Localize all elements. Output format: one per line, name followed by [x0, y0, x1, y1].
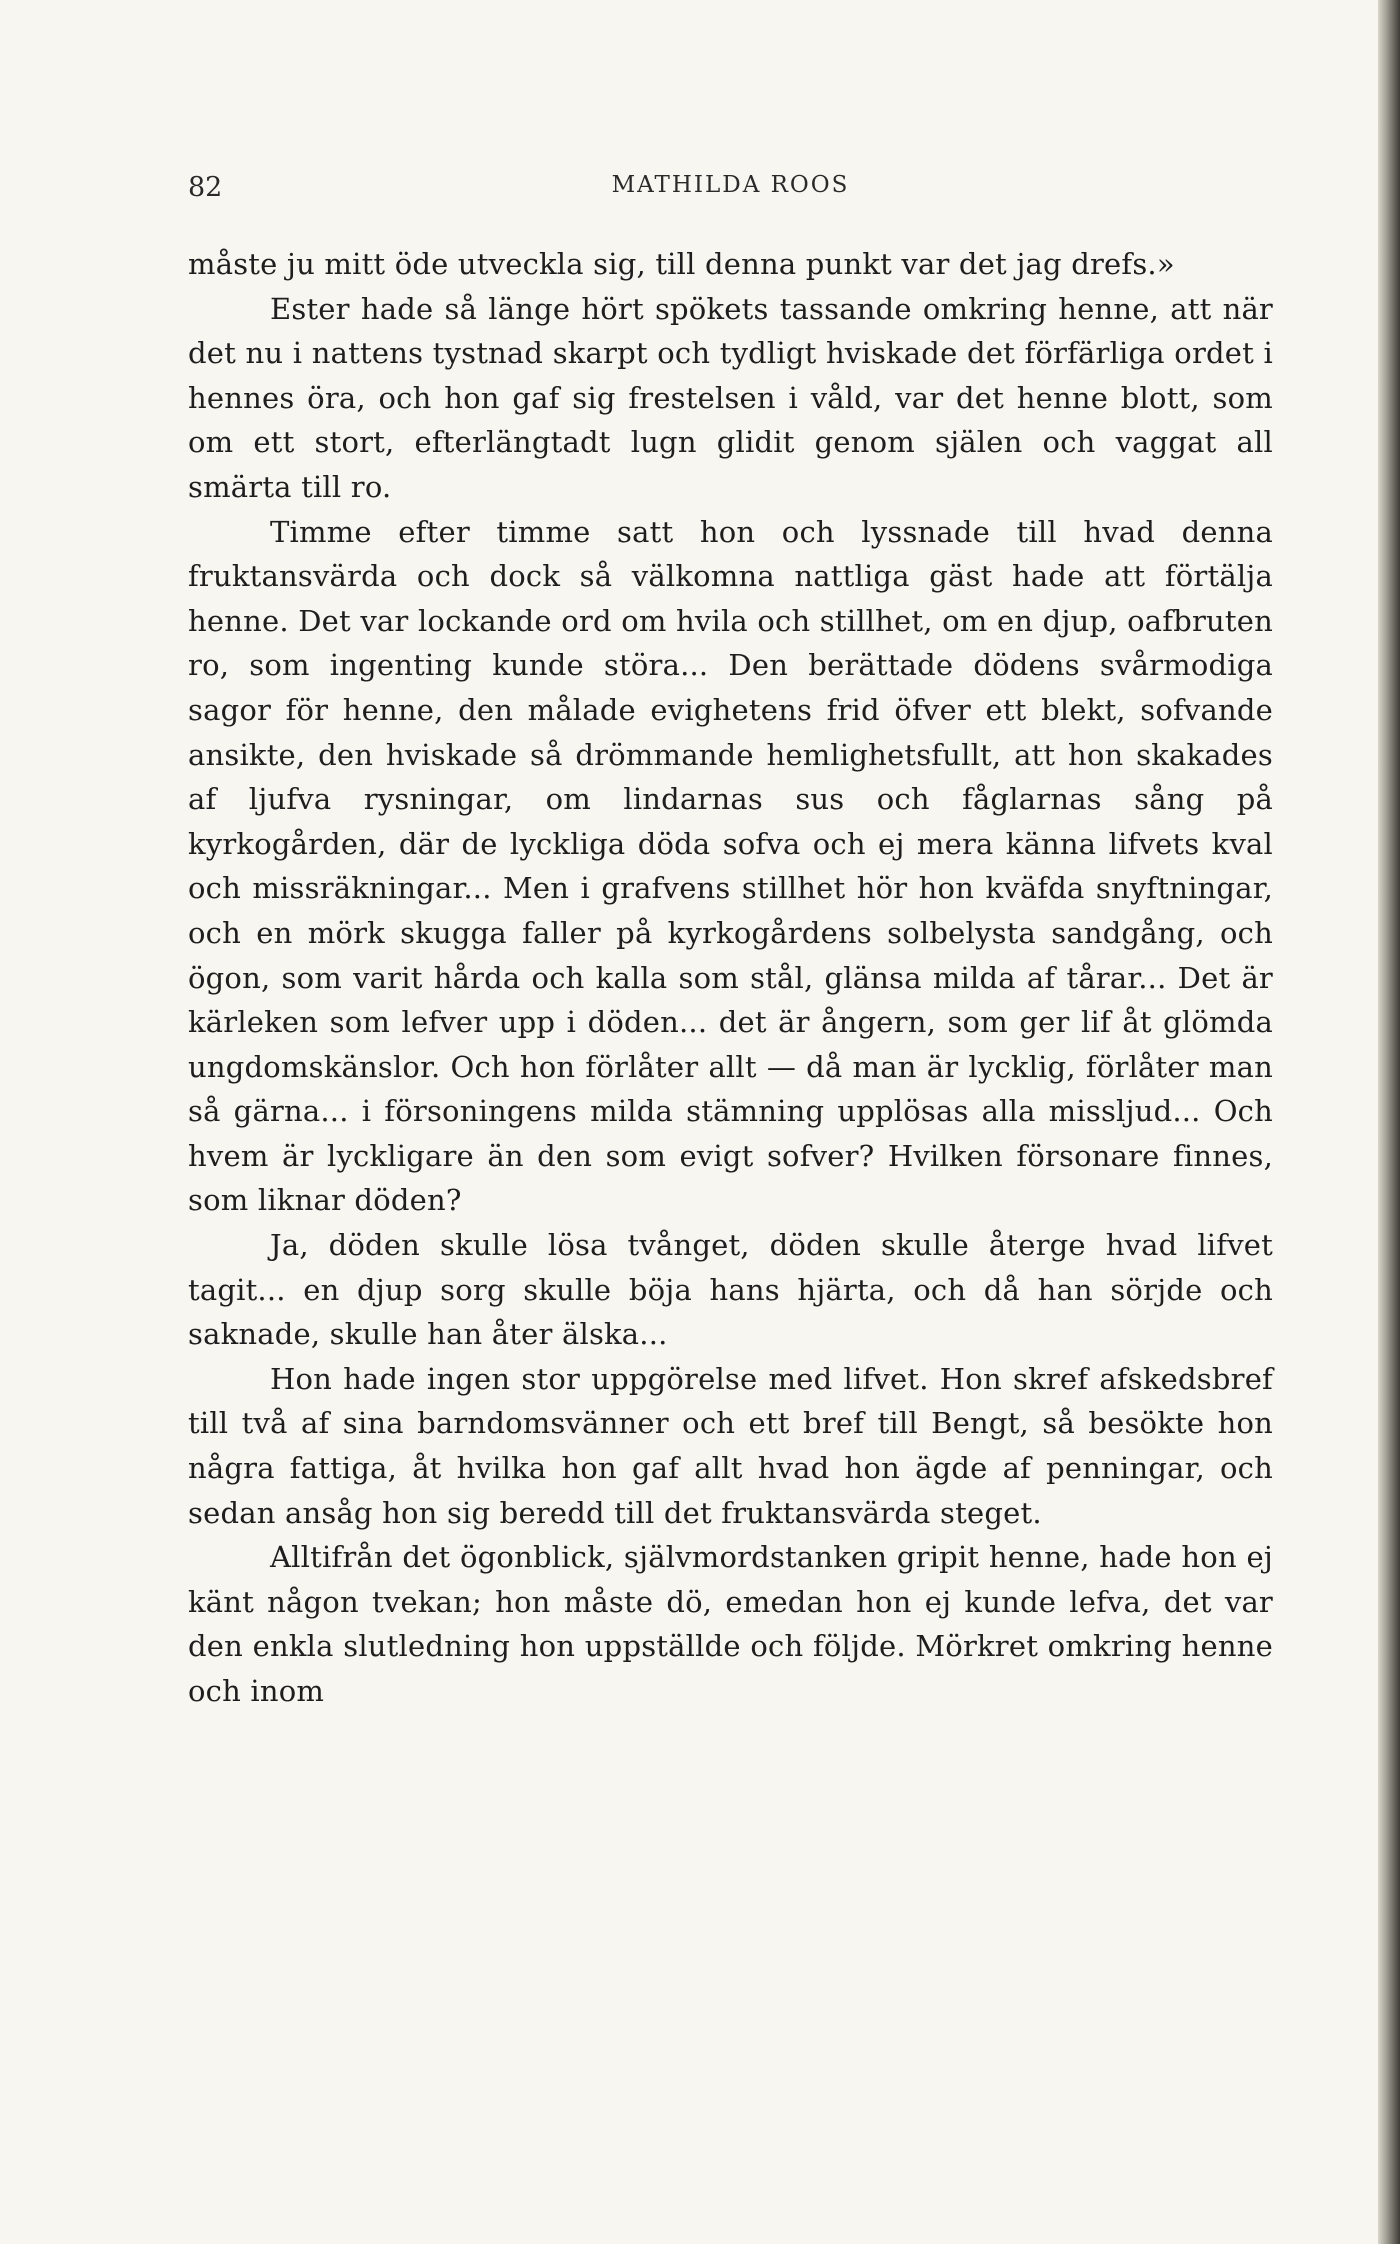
paragraph: Ester hade så länge hört spökets tassande omkring henne, att när det nu i nattens tystnad skarpt och tydligt hviskade det förfärliga ordet i hennes öra, och hon gaf sig frestelsen i våld, var det henne blott, som om ett stort, efterlängtadt lugn glidit genom själen och vaggat all smärta till ro. [188, 291, 1273, 504]
page-header [188, 164, 1273, 210]
body-text [188, 242, 1273, 1714]
page-edge-shadow [1378, 0, 1400, 2244]
running-head: MATHILDA ROOS [611, 172, 850, 198]
paragraph: Alltifrån det ögonblick, självmordstanken gripit henne, hade hon ej känt någon tvekan; hon måste dö, emedan hon ej kunde lefva, det var den enkla slutledning hon uppställde och följde. Mörkret omkring henne och inom [188, 1540, 1273, 1708]
paragraph: måste ju mitt öde utveckla sig, till denna punkt var det jag drefs.» [188, 247, 1175, 281]
paragraph: Hon hade ingen stor uppgörelse med lifvet. Hon skref afskedsbref till två af sina barndomsvänner och ett bref till Bengt, så besökte hon några fattiga, åt hvilka hon gaf allt hvad hon ägde af penningar, och sedan ansåg hon sig beredd till det fruktansvärda steget. [188, 1361, 1273, 1530]
paragraph: Ja, döden skulle lösa tvånget, döden skulle återge hvad lifvet tagit... en djup sorg skulle böja hans hjärta, och då han sörjde och saknade, skulle han åter älska... [188, 1228, 1273, 1352]
page-number: 82 [188, 172, 223, 203]
paragraph: Timme efter timme satt hon och lyssnade till hvad denna fruktansvärda och dock så välkomna nattliga gäst hade att förtälja henne. Det var lockande ord om hvila och stillhet, om en djup, oafbruten ro, som ingenting kunde störa... Den berättade dödens svårmodiga sagor för henne, den målade evighetens frid öfver ett blekt, sofvande ansikte, den hviskade så drömmande hemlighetsfullt, att hon skakades af ljufva rysningar, om lindarnas sus och fåglarnas sång på kyrkogården, där de lyckliga döda sofva och ej mera känna lifvets kval och missräkningar... Men i grafvens stillhet hör hon kväfda snyftningar, och en mörk skugga faller på kyrkogårdens solbelysta sandgång, och ögon, som varit hårda och kalla som stål, glänsa milda af tårar... Det är kärleken som lefver upp i döden... det är ångern, som ger lif åt glömda ungdomskänslor. Och hon förlåter allt — då man är lycklig, förlåter man så gärna... i försoningens milda stämning upplösas alla missljud... Och hvem är lyckligare än den som evigt sofver? Hvilken försonare finnes, som liknar döden? [188, 514, 1273, 1218]
